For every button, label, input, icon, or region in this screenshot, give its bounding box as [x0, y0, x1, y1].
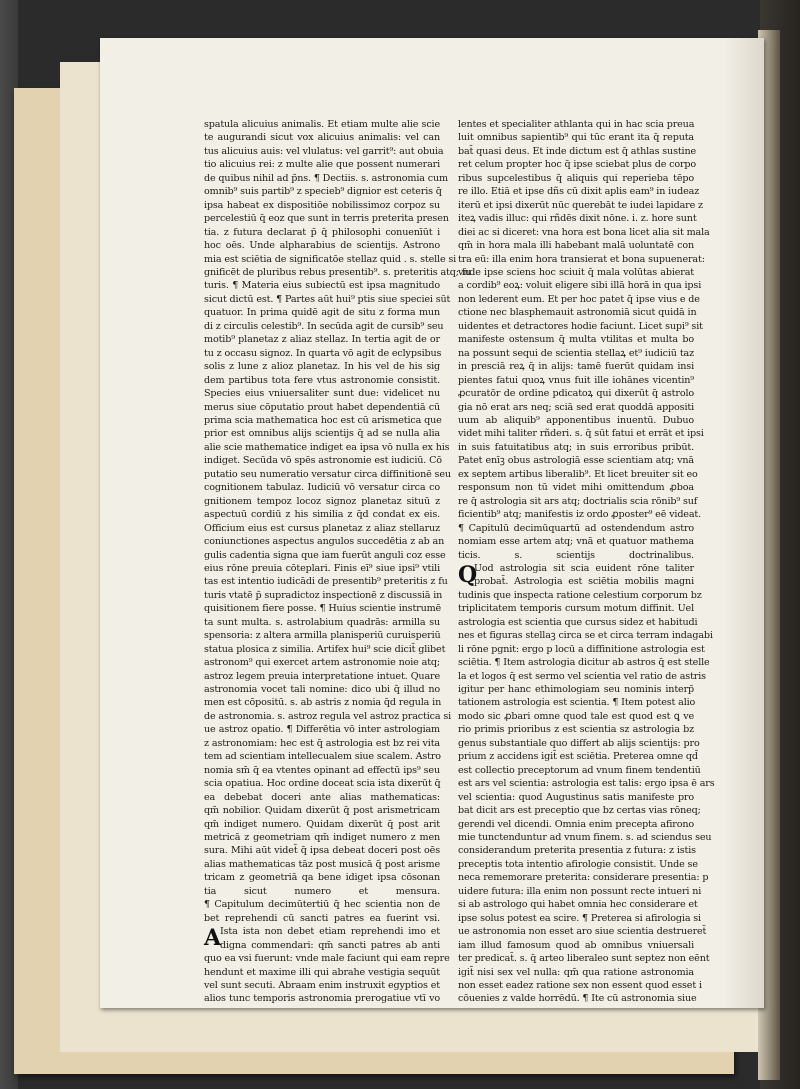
text-line: hoc oēs. Unde alpharabius de scientijs. Astrono	[204, 240, 440, 252]
text-line: alie scie mathematice indiget ea ipsa vō nulla ex his	[204, 441, 450, 453]
text-line: ctione nec blasphemauit astronomiā sicut quidā in	[458, 307, 697, 319]
text-line: tia. z futura declarat p̄ q̄ philosophi conuenīūt i	[204, 226, 440, 238]
text-line: Species eius vniuersaliter sunt due: videlicet nu	[204, 388, 440, 400]
text-line: indiget. Secūda vō spēs astronomie est iudiciū. Cō	[204, 455, 442, 467]
text-line: tudinis que inspecta ratione celestium corporum bz	[458, 589, 702, 601]
text-line: videt mihi taliter rñderi. s. q̄ sūt fatui et errāt et ipsi	[458, 428, 704, 440]
text-line: di z circulis celestib⁹. In secūda agit de cursib⁹ seu	[204, 320, 444, 332]
text-line: considerandum preterita presentia z futura: z istis	[458, 845, 696, 857]
text-line: tra eū: illa enim hora transierat et bona supuenerat:	[458, 253, 705, 265]
text-line: manifeste ostensum q̄ multa vtilitas et multa bo	[458, 334, 694, 346]
text-line: re q̄ astrologia sit ars atq; doctrialis scia rōnib⁹ suf	[458, 495, 698, 507]
text-line: ipsa habeat ex dispositiōe nobilissimoz corpoz su	[204, 199, 440, 211]
text-line: tas est intentio iudicādi de presentib⁹ preteritis z fu	[204, 576, 448, 588]
text-line: nomiam esse artem atq; vnā et quatuor mathema	[458, 536, 694, 548]
text-line: ea debebat doceri ante alias mathematicas:	[204, 791, 440, 803]
text-line: dem partibus tota fere vtus astronomie consistit.	[204, 374, 440, 386]
text-line: vel sunt secuti. Abraam enim instruxit egyptios et	[204, 980, 440, 991]
text-line: gulis cadentia signa que iam fuerūt anguli coz esse	[204, 549, 446, 561]
text-line: tio alicuius rei: z multe alie que possent numerari	[204, 159, 440, 171]
text-line: rio primis prioribus z est scientia sz astrologia bz	[458, 724, 694, 736]
text-line: Patet enīꝫ obus astrologiā esse scientiam atq; vnā	[458, 455, 694, 467]
text-line: astronom⁹ qui exercet artem astronomie noie atq;	[204, 657, 440, 669]
text-line: nes et figuras stellaꝫ circa se et circa terram indagabi	[458, 630, 713, 642]
text-line: luit omnibus sapientib⁹ qui tūc erant ita q̄ reputa	[458, 132, 694, 144]
text-line: alias mathematicas tāz post musicā q̄ post arisme	[204, 858, 440, 870]
text-line: mia est sciētia de significatōe stellaz quid . s. stelle si	[204, 253, 457, 265]
text-line: sura. Mihi aūt videt̄ q̄ ipsa debeat doceri post oēs	[204, 845, 440, 857]
text-line: eius rōne preuia cōteplari. Finis eī⁹ siue ipsi⁹ vtili	[204, 562, 440, 574]
text-line: pientes fatui quoꝝ vnus fuit ille iohānes vicentin⁹	[458, 374, 694, 386]
text-line: solis z lune z alioz planetaz. In his vel de his sig	[204, 361, 440, 373]
text-line: uidentes et detractores hodie faciunt. Licet supi⁹ sit	[458, 320, 703, 332]
text-line: turis vtatē p̄ supradictoz inspectionē z discussiā in	[204, 589, 443, 601]
text-line: qm̄ indiget numero. Quidam dixerūt q̄ post arit	[204, 818, 440, 830]
text-line: neca rememorare preterita: considerare presentia: p	[458, 872, 709, 884]
text-line: triplicitatem temporis cursum motum diffinit. Uel	[458, 603, 694, 615]
text-line: bat̄ quasi deus. Et inde dictum est q̄ athlas sustine	[458, 145, 697, 157]
text-line: prium z accidens igit̄ est sciētia. Preterea omne qd̄	[458, 751, 698, 763]
text-line: modo sic ꝓbari omne quod tale est quod est ꝗ ve	[458, 710, 694, 722]
text-line: iteꝝ vadis illuc: qui rñdēs dixit nōne. i. z. hore sunt	[458, 213, 697, 225]
text-line: non lederent eum. Et per hoc patet q̄ ipse vius e de	[458, 293, 700, 305]
text-line: li rōne pgnit: ergo p locū a diffinitione astrologia est	[458, 643, 705, 655]
text-line: iterū et ipsi dixerūt nūc querebāt te iudei lapidare z	[458, 199, 703, 211]
text-line: a cordib⁹ eoꝝ: voluit eligere sibi illā horā in qua ipsi	[458, 280, 702, 292]
text-line: in suis fatuitatibus atq; in suis erroribus pribūt.	[458, 441, 694, 453]
text-line: te augurandi sicut vox alicuius animalis: vel can	[204, 132, 440, 144]
text-line: quo ea vsi fuerunt: vnde male faciunt qui eam repre	[204, 953, 450, 965]
text-line: Officium eius est cursus planetaz z aliaz stellaruz	[204, 522, 440, 534]
text-line: alios tunc temporis astronomia prerogatiue vtī vo	[204, 993, 440, 1005]
text-line: men est cōpositū. s. ab astris z nomia q̄d regula in	[204, 697, 442, 709]
text-line: diei ac si diceret: vna hora est bona licet alia sit mala	[458, 226, 710, 238]
text-line: uum ab aliquib⁹ apponentibus inuentū. Dubuo	[458, 414, 694, 426]
text-line: la et logos q̄ est sermo vel scientia vel ratio de astris	[458, 670, 706, 682]
text-line: probat̄. Astrologia est sciētia mobilis magni	[474, 576, 694, 588]
text-line: cōuenies z valde horrēdū. ¶ Ite cū astronomia siue	[458, 993, 697, 1005]
text-line: prima scia mathematica hoc est cū arismetica que	[204, 414, 442, 426]
text-line: igitur per hanc ethimologiam seu nominis interp̄	[458, 684, 694, 696]
text-line: ¶ Capitulū decimūquartū ad ostendendum astro	[458, 522, 694, 534]
text-line: Ista ista non debet etiam reprehendi imo et	[220, 926, 440, 938]
text-line: ꝓcuratōr de ordine pdicatoꝝ qui dixerūt q̄ astrolo	[458, 388, 694, 400]
text-line: scia opatiua. Hoc ordine doceat scia ista dixerūt q̄	[204, 778, 441, 790]
text-line: ipse solus potest ea scire. ¶ Preterea si afirologia si	[458, 912, 701, 924]
text-line: tem ad scientiam intellecualem siue scalem. Astro	[204, 751, 441, 763]
text-line: vnde ipse sciens hoc sciuit q̄ mala volūtas abierat	[458, 266, 694, 278]
text-line: ficientib⁹ atq; manifestis iz ordo ꝓposter⁹ eē videat.	[458, 509, 702, 521]
text-line: sicut dictū est. ¶ Partes aūt hui⁹ ptis siue speciei sūt	[204, 293, 451, 305]
text-line: turis. ¶ Materia eius subiectū est ipsa magnitudo	[204, 280, 440, 292]
text-line: de quibus nihil ad p̄ns. ¶ Dectiis. s. astronomia cum	[204, 172, 448, 184]
text-line: de astronomia. s. astroz regula vel astroz practica si	[204, 710, 452, 722]
text-line: prior est omnibus alijs scientijs q̄ ad se nulla alia	[204, 428, 440, 440]
decorated-initial-letter: Q	[458, 561, 478, 588]
text-line: re illo. Etiā et ipse dñs cū dixit aplis eam⁹ in iudeaz	[458, 186, 700, 198]
text-line: digna commendari: qm̄ sancti patres ab anti	[220, 939, 440, 951]
text-line: cognitionem tabulaz. Iudiciū vō versatur circa co	[204, 482, 440, 494]
text-line: Uod astrologia sit scia euident rōne taliter	[474, 562, 694, 574]
text-line: ex septem artibus liberalib⁹. Et licet breuiter sit eo	[458, 468, 698, 480]
text-line: bat dicit ars est preceptio que bz certas vias rōneq;	[458, 805, 701, 817]
text-line: responsum non tū videt mihi omittendum ꝓboa	[458, 482, 694, 494]
text-line: igit̄ nisi sex vel nulla: qm̄ qua ratione astronomia	[458, 966, 694, 978]
text-line: spatula alicuius animalis. Et etiam multe alie scie	[204, 119, 440, 130]
text-line: iam illud famosum quod ab omnibus vniuersali	[458, 939, 694, 951]
text-line: ribus supcelestibus q̄ aliquis qui reperieba tēpo	[458, 172, 694, 184]
text-line: astroz legem preuia interpretatione intuet. Quare	[204, 670, 440, 682]
text-line: tia sicut numero et mensura.	[204, 885, 440, 897]
text-line: ta sunt multa. s. astrolabium quadrās: armilla su	[204, 616, 440, 628]
chapter-heading-line: ¶ Capitulum decimūtertiū q̄ hec scientia non de	[204, 899, 440, 911]
text-line: percelestiū q̄ eoz que sunt in terris preterita presen	[204, 213, 449, 225]
text-line: ue astronomia non esset aro siue scientia destrueret̄	[458, 926, 707, 938]
text-line: quatuor. In prima quidē agit de situ z forma mun	[204, 307, 440, 319]
text-line: coniunctiones aspectus angulos succedētia z ab an	[204, 536, 445, 548]
text-line: si ab astrologo qui habet omnia hec considerare et	[458, 899, 698, 911]
text-line: ticis. s. scientijs doctrinalibus.	[458, 549, 694, 561]
initial-block	[458, 562, 694, 589]
text-line: qm̄ in hora mala illi habebant malā uoluntatē con	[458, 240, 694, 252]
chapter-heading-line: bet reprehendi cū sancti patres ea fuerint vsi.	[204, 912, 440, 924]
page-gutter-shade	[724, 38, 764, 1008]
text-line: astronomia vocet tali nomine: dico ubi q̄ illud no	[204, 684, 440, 696]
text-line: putatio seu numeratio versatur circa diffinitionē seu	[204, 468, 451, 480]
text-line: est collectio preceptorum ad vnum finem tendentiū	[458, 764, 701, 776]
text-line: gnificēt de pluribus rebus presentib⁹. s. preteritis atq; fu	[204, 266, 472, 278]
text-line: metricā z geometriam qm̄ indiget numero z men	[204, 832, 440, 844]
left-text-column	[204, 118, 472, 1006]
decorated-initial-letter: A	[204, 925, 221, 952]
text-line: ue astroz opatio. ¶ Differētia vō inter astrologiam	[204, 724, 440, 736]
text-line: ter predicat̄. s. q̄ arteo liberaleo sunt septez non eēnt	[458, 953, 710, 965]
text-line: aspectuū cordiū z his similia z q̄d condat ex eis.	[204, 509, 440, 521]
text-line: lentes et specialiter athlanta qui in hac scia preua	[458, 119, 695, 130]
text-line: nomia sm̄ q̄ ea vtentes opinant ad effectū ips⁹ seu	[204, 764, 440, 776]
text-line: est ars vel scientia: astrologia est talis: ergo ipsa ē ars	[458, 778, 715, 790]
text-line: vel scientia: quod Augustinus satis manifeste pro	[458, 791, 694, 803]
text-line: tationem astrologia est scientia. ¶ Item potest alio	[458, 697, 696, 709]
text-line: gerendi vel dicendi. Omnia enim precepta afirono	[458, 818, 694, 830]
text-line: statua plosica z similia. Artifex hui⁹ scie dicit̄ glibet	[204, 643, 446, 655]
text-line: quisitionem fiere posse. ¶ Huius scientie instrumē	[204, 603, 442, 615]
text-line: tricam z geometriā qa bene idiget ipsa cōsonan	[204, 872, 440, 884]
initial-block	[204, 925, 440, 952]
text-line: ret celum propter hoc q̄ ipse sciebat plus de corpo	[458, 159, 697, 171]
text-line: z astronomiam: hec est q̄ astrologia est bz rei vita	[204, 737, 440, 749]
text-line: spensoria: z altera armilla planisperiū curuisperiū	[204, 630, 441, 642]
book-page	[100, 38, 764, 1008]
text-line: motib⁹ planetaz z aliaz stellaz. In tertia agit de or	[204, 334, 440, 346]
text-line: na possunt sequi de scientia stellaꝝ et⁹ iudiciū taz	[458, 347, 694, 359]
text-line: gia nō erat ars neq; sciā sed erat quoddā appositi	[458, 401, 694, 413]
text-line: hendunt et maxime illi qui abrahe vestigia sequūt	[204, 966, 440, 978]
right-text-column	[458, 118, 715, 1006]
text-line: tus alicuius auis: vel vlulatus: vel garrit⁹: aut obuia	[204, 145, 444, 157]
text-line: uidere futura: illa enim non possunt recte intueri ni	[458, 885, 702, 897]
text-line: tu z occasu signoz. In quarta vō agit de eclypsibus	[204, 347, 442, 359]
text-line: astrologia est scientia que cursus sidez et habitudi	[458, 616, 698, 628]
text-line: qm̄ nobilior. Quidam dixerūt q̄ post arismetricam	[204, 805, 440, 817]
text-line: in presciā reꝝ q̄ in alijs: tamē fuerūt quidam insi	[458, 361, 694, 373]
text-line: preceptis tota intentio afirologie consistit. Unde se	[458, 858, 698, 870]
text-line: merus siue cōputatio prout habet dependentiā cū	[204, 401, 440, 413]
text-line: genus substantiale quo differt ab alijs scientijs: pro	[458, 737, 700, 749]
text-line: gnitionem tempoz locoz signoz planetaz situū z	[204, 495, 440, 507]
text-line: omnib⁹ suis partib⁹ z specieb⁹ dignior est ceteris q̄	[204, 186, 442, 198]
text-line: mie tunctenduntur ad vnum finem. s. ad sciendus seu	[458, 832, 712, 844]
text-line: sciētia. ¶ Item astrologia dicitur ab astros q̄ est stelle	[458, 657, 710, 669]
text-line: non esset eadez ratione sex non essent quod esset i	[458, 980, 702, 991]
